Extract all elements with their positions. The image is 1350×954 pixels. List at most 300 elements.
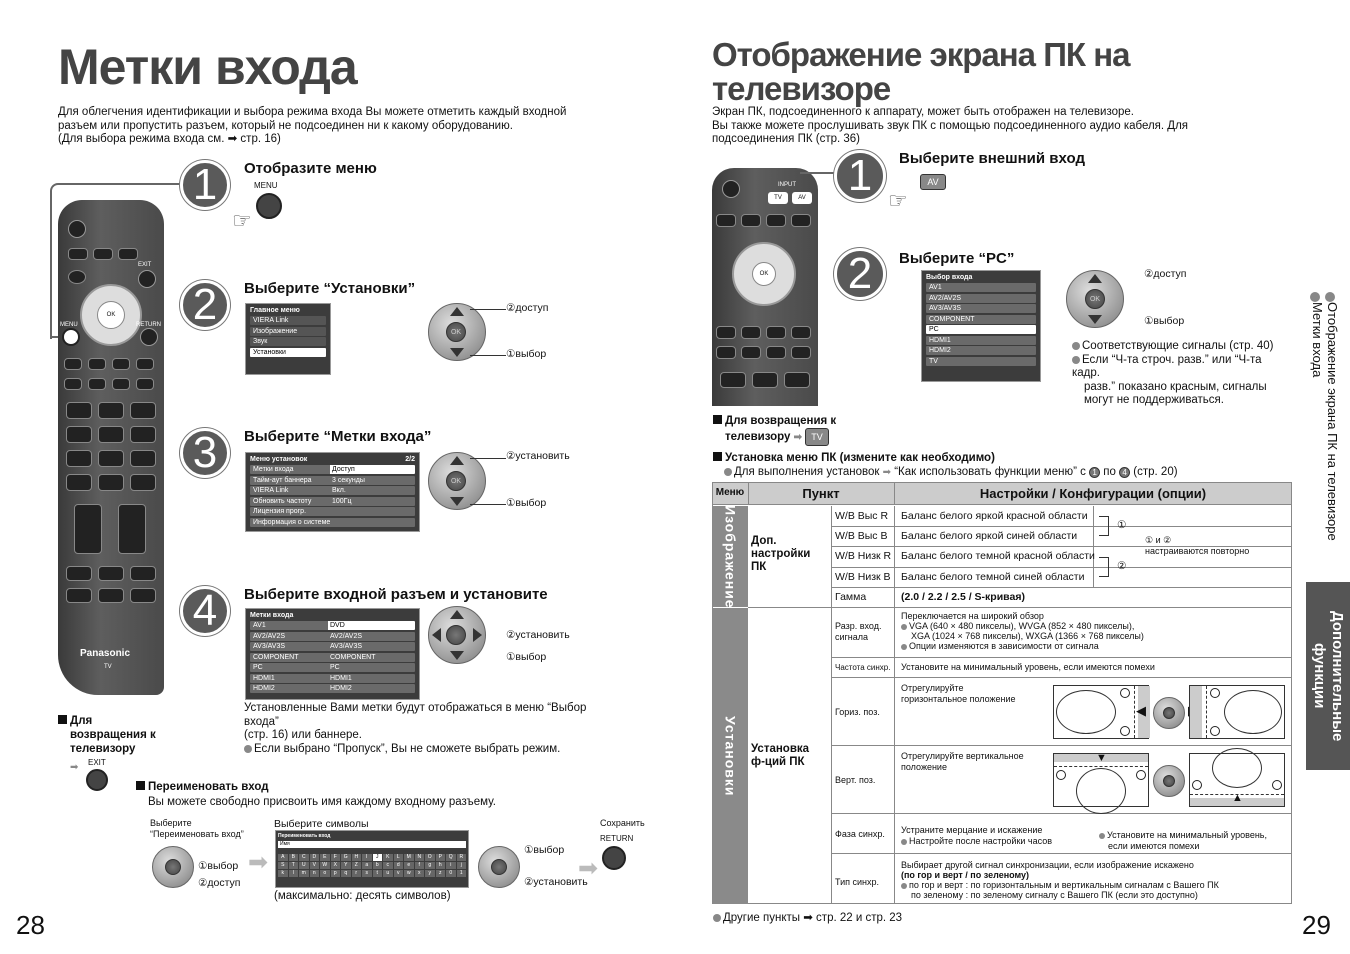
return-button[interactable] [140, 328, 158, 346]
remote-button[interactable] [130, 588, 156, 603]
remote-button[interactable] [766, 214, 786, 227]
osd-cell: VIERA Link [250, 486, 330, 495]
step-1-title: Выберите внешний вход [899, 150, 1085, 167]
remote-button[interactable] [68, 248, 88, 260]
note-line [1072, 354, 1292, 381]
remote-button[interactable] [791, 326, 811, 339]
page-number-right: 29 [1302, 910, 1331, 940]
osd-item: COMPONENT [926, 315, 1036, 324]
right-intro [712, 106, 1272, 147]
hpos-item: Гориз. поз. [835, 707, 880, 717]
power-button[interactable] [722, 180, 740, 198]
desc-line [901, 880, 1219, 890]
bullet-icon [724, 468, 732, 476]
hand-icon: ☞ [232, 208, 252, 233]
char-key[interactable]: w [404, 870, 414, 877]
down-arrow-icon [450, 497, 464, 506]
divider [831, 657, 1291, 658]
circle-shape [1056, 690, 1116, 734]
panel-title: Переименовать вход [278, 833, 331, 839]
char-key[interactable]: F [331, 854, 341, 861]
osd-item: HDMI1 [926, 336, 1036, 345]
intro-line: подсоединения ПК (стр. 36) [712, 133, 860, 145]
char-key[interactable]: S [278, 862, 288, 869]
char-key[interactable]: j [457, 862, 467, 869]
divider [1093, 506, 1094, 587]
access-label: ②доступ [198, 877, 241, 889]
osd-page: 2/2 [405, 456, 415, 463]
divider [831, 853, 1291, 854]
up-arrow-icon [450, 307, 464, 316]
char-key[interactable]: Z [352, 862, 362, 869]
char-key[interactable]: i [446, 862, 456, 869]
return-tv-text: Для [70, 715, 93, 727]
number-button[interactable] [98, 402, 124, 419]
char-key[interactable]: L [394, 854, 404, 861]
desc-line: по зеленому : по зеленому сигналу с Вашего ПК (если это доступно) [911, 890, 1198, 900]
up-arrow-icon [450, 456, 464, 465]
sidebar-nav [1310, 292, 1340, 582]
sync-type-desc [901, 860, 1219, 900]
menu-label: MENU [254, 181, 278, 190]
remote-button[interactable] [716, 214, 736, 227]
number-button[interactable] [66, 402, 92, 419]
desc-line: XGA (1024 × 768 пикселы), WXGA (1366 × 768 пикселы) [911, 631, 1144, 641]
char-key[interactable]: q [341, 870, 351, 877]
char-key[interactable]: l [289, 870, 299, 877]
resolution-item [835, 621, 881, 643]
channel-rocker[interactable] [118, 504, 146, 554]
ok-icon [491, 859, 507, 875]
group-pc-settings [751, 535, 810, 574]
osd-row [250, 507, 415, 516]
bullet-icon [1072, 356, 1080, 364]
arrow-icon: ➡ [248, 849, 269, 876]
divider [831, 567, 1291, 568]
osd-item: Звук [250, 337, 326, 346]
note-line [244, 743, 624, 757]
char-key[interactable]: c [383, 862, 393, 869]
osd-cell: 3 секунды [330, 476, 415, 485]
rename-caption-2: Выберите символы [274, 818, 369, 830]
char-key[interactable]: H [352, 854, 362, 861]
char-key[interactable]: E [320, 854, 330, 861]
dashed-line [1206, 686, 1207, 738]
remote-button[interactable] [136, 378, 154, 390]
remote-button[interactable] [88, 378, 106, 390]
left-intro [58, 106, 658, 147]
arrow-icon: ➡ [882, 467, 891, 478]
bullet-icon [1310, 292, 1320, 302]
remote-button[interactable] [66, 588, 92, 603]
osd-row [250, 476, 415, 485]
down-arrow-icon [1088, 315, 1102, 324]
arrow-icon: ➡ [578, 855, 599, 882]
gamma-item: Гамма [835, 591, 867, 603]
step-circle-1: 1 [834, 150, 886, 202]
up-arrow-icon [450, 610, 464, 619]
exit-button-illustration [86, 769, 108, 791]
bullet-icon [244, 745, 252, 753]
osd-item: VIERA Link [250, 316, 326, 325]
desc-text: Опции изменяются в зависимости от сигнала [909, 641, 1099, 651]
divider [831, 506, 832, 607]
remote-button[interactable] [68, 270, 86, 284]
av-button[interactable]: AV [792, 192, 812, 204]
number-button[interactable] [720, 372, 746, 388]
setup-sub-text: по [1103, 466, 1116, 478]
remote-button[interactable] [791, 346, 811, 359]
wb-high-b: W/B Выс B [835, 530, 888, 542]
sync-type-item: Тип синхр. [835, 877, 880, 887]
arrow-icon: ➡ [70, 762, 79, 773]
desc-line: положение [901, 762, 947, 772]
item-line: сигнала [835, 632, 869, 642]
osd-header-title: Меню установок [250, 456, 308, 463]
osd-item: AV1 [926, 283, 1036, 292]
ok-button[interactable]: OK [752, 262, 776, 286]
title-line: телевизоре [712, 70, 891, 107]
step-circle-2: 2 [180, 280, 230, 330]
return-tv-line: возвращения к [70, 729, 156, 741]
char-key[interactable]: 1 [457, 870, 467, 877]
settings-table [712, 482, 1292, 904]
ok-button[interactable]: OK [97, 301, 125, 329]
osd-row [250, 642, 415, 651]
rename-title-text: Переименовать вход [148, 781, 269, 793]
remote-button[interactable] [64, 358, 82, 370]
osd-header: Метки входа [250, 612, 294, 619]
tv-button[interactable]: TV [768, 192, 788, 204]
name-field[interactable]: Имя [278, 841, 466, 848]
char-key[interactable]: k [278, 870, 288, 877]
down-arrow-icon [450, 651, 464, 660]
header-item: Пункт [802, 486, 840, 501]
remote-button[interactable] [112, 378, 130, 390]
char-key[interactable]: x [415, 870, 425, 877]
remote-button[interactable] [741, 346, 761, 359]
char-key[interactable]: s [362, 870, 372, 877]
select-label: ①выбор [524, 844, 565, 856]
osd-header [250, 456, 415, 463]
wb-low-r-desc: Баланс белого темной красной области [901, 550, 1095, 562]
screen-illustration [1053, 685, 1149, 739]
bullet-icon [901, 883, 907, 889]
shaded-area [1190, 686, 1202, 738]
input-select-osd [921, 270, 1041, 382]
rename-panel [275, 830, 469, 888]
osd-header: Главное меню [250, 307, 300, 314]
bullet-icon [901, 644, 907, 650]
setup-sub-text: “Как использовать функции меню” с [894, 466, 1086, 478]
bullet-icon [1325, 292, 1335, 302]
char-key[interactable]: h [436, 862, 446, 869]
number-button[interactable] [130, 426, 156, 443]
note-line: разв.” показано красным, сигналы [1084, 380, 1267, 393]
osd-cell: AV2/AV2S [328, 632, 415, 641]
note-line: (стр. 16) или баннере. [244, 729, 363, 741]
number-button[interactable] [784, 372, 810, 388]
step-circle-2: 2 [834, 248, 886, 300]
phase-desc-2 [1099, 830, 1267, 852]
ok-icon [1163, 775, 1175, 787]
remote-button[interactable] [66, 566, 92, 581]
av-button-illustration: AV [920, 174, 946, 190]
char-key[interactable]: K [383, 854, 393, 861]
char-key[interactable]: t [373, 870, 383, 877]
select-label: ①выбор [1144, 315, 1185, 327]
divider [831, 587, 1291, 588]
osd-cell: AV2/AV2S [250, 632, 328, 641]
char-key[interactable]: v [394, 870, 404, 877]
osd-cell: HDMI2 [328, 684, 415, 693]
number-button[interactable] [66, 426, 92, 443]
volume-rocker[interactable] [74, 504, 102, 554]
return-tv-line [713, 414, 836, 428]
char-key[interactable]: R [457, 854, 467, 861]
number-button[interactable] [66, 474, 92, 491]
char-key[interactable]: C [299, 854, 309, 861]
arrow-icon: ➡ [793, 432, 803, 443]
exit-button[interactable] [138, 270, 156, 288]
char-key[interactable]: U [299, 862, 309, 869]
char-key[interactable]: d [394, 862, 404, 869]
menu-button[interactable] [62, 328, 80, 346]
osd-row [250, 486, 415, 495]
char-key[interactable]: a [362, 862, 372, 869]
step-2-title: Выберите “PC” [899, 250, 1015, 267]
desc-text: VGA (640 × 480 пикселы), WVGA (852 × 480 пикселы), [909, 621, 1135, 631]
circle-shape [1076, 768, 1126, 814]
side-label-setup: Установки [713, 608, 748, 904]
divider [831, 813, 1291, 814]
setup-sub-text: (стр. 20) [1133, 466, 1178, 478]
desc-line: Устраните мерцание и искажение [901, 825, 1043, 835]
down-arrow-icon: ▼ [1096, 752, 1107, 764]
char-key[interactable]: W [320, 862, 330, 869]
char-key[interactable]: 0 [446, 870, 456, 877]
osd-cell: Информация о системе [250, 518, 330, 527]
remote-button[interactable] [112, 358, 130, 370]
group-line: Доп. [751, 535, 777, 547]
step-4-title: Выберите входной разъем и установите [244, 586, 548, 603]
number-button[interactable] [66, 450, 92, 467]
small-circle [1192, 780, 1202, 790]
char-key[interactable]: I [362, 854, 372, 861]
remote-button[interactable] [88, 358, 106, 370]
remote-button[interactable] [716, 346, 736, 359]
desc-text: Настройте после настройки часов [909, 836, 1053, 846]
osd-cell: Вкл. [330, 486, 415, 495]
osd-cell: HDMI2 [250, 684, 328, 693]
osd-item: AV2/AV2S [926, 294, 1036, 303]
left-intro-line: Для облегчения идентификации и выбора режима входа Вы можете отметить каждый входной [58, 106, 567, 118]
char-key[interactable]: f [415, 862, 425, 869]
remote-button[interactable] [64, 378, 82, 390]
circle-1-label: ① [1117, 519, 1127, 531]
select-label: ①выбор [506, 651, 547, 663]
remote-button[interactable] [118, 248, 138, 260]
char-key[interactable]: e [404, 862, 414, 869]
note-line: могут не поддерживаться. [1084, 394, 1224, 406]
header-menu: Меню [715, 487, 745, 498]
remote-button[interactable] [130, 566, 156, 581]
select-label: ①выбор [506, 497, 547, 509]
number-button[interactable] [130, 474, 156, 491]
char-key[interactable]: G [341, 854, 351, 861]
sidebar-item[interactable] [1325, 292, 1340, 582]
osd-cell: AV1 [250, 621, 328, 630]
step-2-title: Выберите “Установки” [244, 280, 416, 297]
osd-row [250, 653, 415, 662]
char-key[interactable]: m [299, 870, 309, 877]
step-1-title: Отобразите меню [244, 160, 377, 177]
hpos-desc [901, 683, 1016, 705]
number-button[interactable] [130, 402, 156, 419]
caption-line: Выберите [150, 818, 192, 828]
char-key[interactable]: y [425, 870, 435, 877]
leader-line [470, 458, 506, 459]
char-key[interactable]: Q [446, 854, 456, 861]
osd-cell-selected: Доступ [330, 465, 415, 474]
remote-button[interactable] [136, 358, 154, 370]
osd-cell: Метки входа [250, 465, 330, 474]
char-key[interactable]: A [278, 854, 288, 861]
char-key[interactable]: z [436, 870, 446, 877]
square-bullet-icon [136, 781, 145, 790]
divider [831, 526, 1291, 527]
desc-line: если имеются помехи [1108, 841, 1200, 851]
small-circle [1210, 688, 1220, 698]
char-key[interactable]: n [310, 870, 320, 877]
char-key[interactable]: g [425, 862, 435, 869]
divider [831, 745, 1291, 746]
left-arrow-icon [432, 628, 441, 642]
char-key[interactable]: r [352, 870, 362, 877]
char-key[interactable]: T [289, 862, 299, 869]
osd-cell: 100Гц [330, 497, 415, 506]
group-line: настройки [751, 548, 811, 560]
char-key[interactable]: D [310, 854, 320, 861]
character-grid[interactable] [278, 854, 466, 877]
page-number-left: 28 [16, 910, 45, 940]
char-key[interactable]: O [425, 854, 435, 861]
caption-line: “Переименовать вход” [150, 829, 244, 839]
char-key[interactable]: V [310, 862, 320, 869]
wb-high-r-desc: Баланс белого яркой красной области [901, 510, 1088, 522]
desc-line [901, 641, 1144, 651]
number-button[interactable] [98, 426, 124, 443]
osd-cell [330, 518, 415, 527]
wb-low-b: W/B Низк B [835, 571, 891, 583]
wb-note [1145, 535, 1249, 557]
dashed-line [1054, 766, 1148, 767]
remote-button[interactable] [93, 248, 113, 260]
max-chars-note: (максимально: десять символов) [274, 890, 451, 902]
step-circle-4: 4 [180, 586, 230, 636]
number-button[interactable] [752, 372, 778, 388]
exit-label: EXIT [88, 758, 106, 767]
sidebar-item-label: Отображение экрана ПК на телевизоре [1325, 302, 1340, 541]
wb-high-r: W/B Выс R [835, 510, 889, 522]
char-key[interactable]: X [331, 862, 341, 869]
section-tab[interactable]: Дополнительные функции [1306, 582, 1350, 770]
remote-button[interactable] [741, 214, 761, 227]
select-label: ①выбор [506, 348, 547, 360]
char-key[interactable]: P [436, 854, 446, 861]
step-circle-3: 3 [180, 428, 230, 478]
desc-line: Отрегулируйте [901, 683, 964, 693]
divider [831, 607, 832, 904]
sidebar-item[interactable] [1310, 292, 1325, 582]
osd-item-selected: PC [926, 325, 1036, 334]
select-label: ①выбор [198, 860, 239, 872]
return-tv-title [58, 714, 156, 756]
gamma-options: (2.0 / 2.2 / 2.5 / S-кривая) [901, 591, 1025, 603]
osd-item-selected: Установки [250, 348, 326, 357]
desc-line: (по гор и верт / по зеленому) [901, 870, 1030, 880]
remote-button[interactable] [766, 346, 786, 359]
bullet-icon [713, 914, 721, 922]
char-key[interactable]: u [383, 870, 393, 877]
char-key[interactable]: N [415, 854, 425, 861]
wb-low-r: W/B Низк R [835, 550, 892, 562]
remote-button[interactable] [716, 326, 736, 339]
desc-line [901, 836, 1052, 847]
remote-button[interactable] [98, 566, 124, 581]
return-label: RETURN [136, 322, 161, 328]
remote-button[interactable] [98, 588, 124, 603]
number-button[interactable] [98, 450, 124, 467]
sync-freq-desc: Установите на минимальный уровень, если имеются помехи [901, 662, 1155, 672]
wb-note-line: ① и ② [1145, 535, 1172, 545]
title-line: Отображение экрана ПК на [712, 36, 1130, 73]
char-key[interactable]: o [320, 870, 330, 877]
remote-button[interactable] [741, 326, 761, 339]
setup-title [713, 452, 995, 466]
char-key[interactable]: b [373, 862, 383, 869]
ok-icon: OK [1085, 289, 1105, 309]
bullet-icon [1099, 833, 1105, 839]
number-button[interactable] [130, 450, 156, 467]
osd-cell: COMPONENT [328, 653, 415, 662]
rename-desc: Вы можете свободно присвоить имя каждому входному разъему. [148, 796, 496, 808]
input-label: INPUT [778, 182, 796, 188]
note-text: Соответствующие сигналы (стр. 40) [1082, 340, 1274, 352]
remote-button[interactable] [766, 326, 786, 339]
char-key[interactable]: p [331, 870, 341, 877]
left-remote [58, 200, 164, 695]
char-key[interactable]: M [404, 854, 414, 861]
remote-button[interactable] [791, 214, 811, 227]
wb-note-line: настраиваются повторно [1145, 546, 1250, 556]
power-button[interactable] [68, 220, 86, 238]
setup-sub [724, 466, 1178, 480]
bullet-icon [901, 624, 907, 630]
right-arrow-icon [473, 628, 482, 642]
number-button[interactable] [98, 474, 124, 491]
osd-row [250, 632, 415, 641]
char-key[interactable]: J [373, 854, 383, 861]
step-circle-1: 1 [180, 160, 230, 210]
osd-cell: Обновить частоту [250, 497, 330, 506]
return-label: RETURN [600, 834, 634, 843]
char-key[interactable]: Y [341, 862, 351, 869]
osd-row [250, 663, 415, 672]
rename-title [136, 781, 269, 795]
group-line: Установка [751, 743, 810, 755]
char-key[interactable]: B [289, 854, 299, 861]
